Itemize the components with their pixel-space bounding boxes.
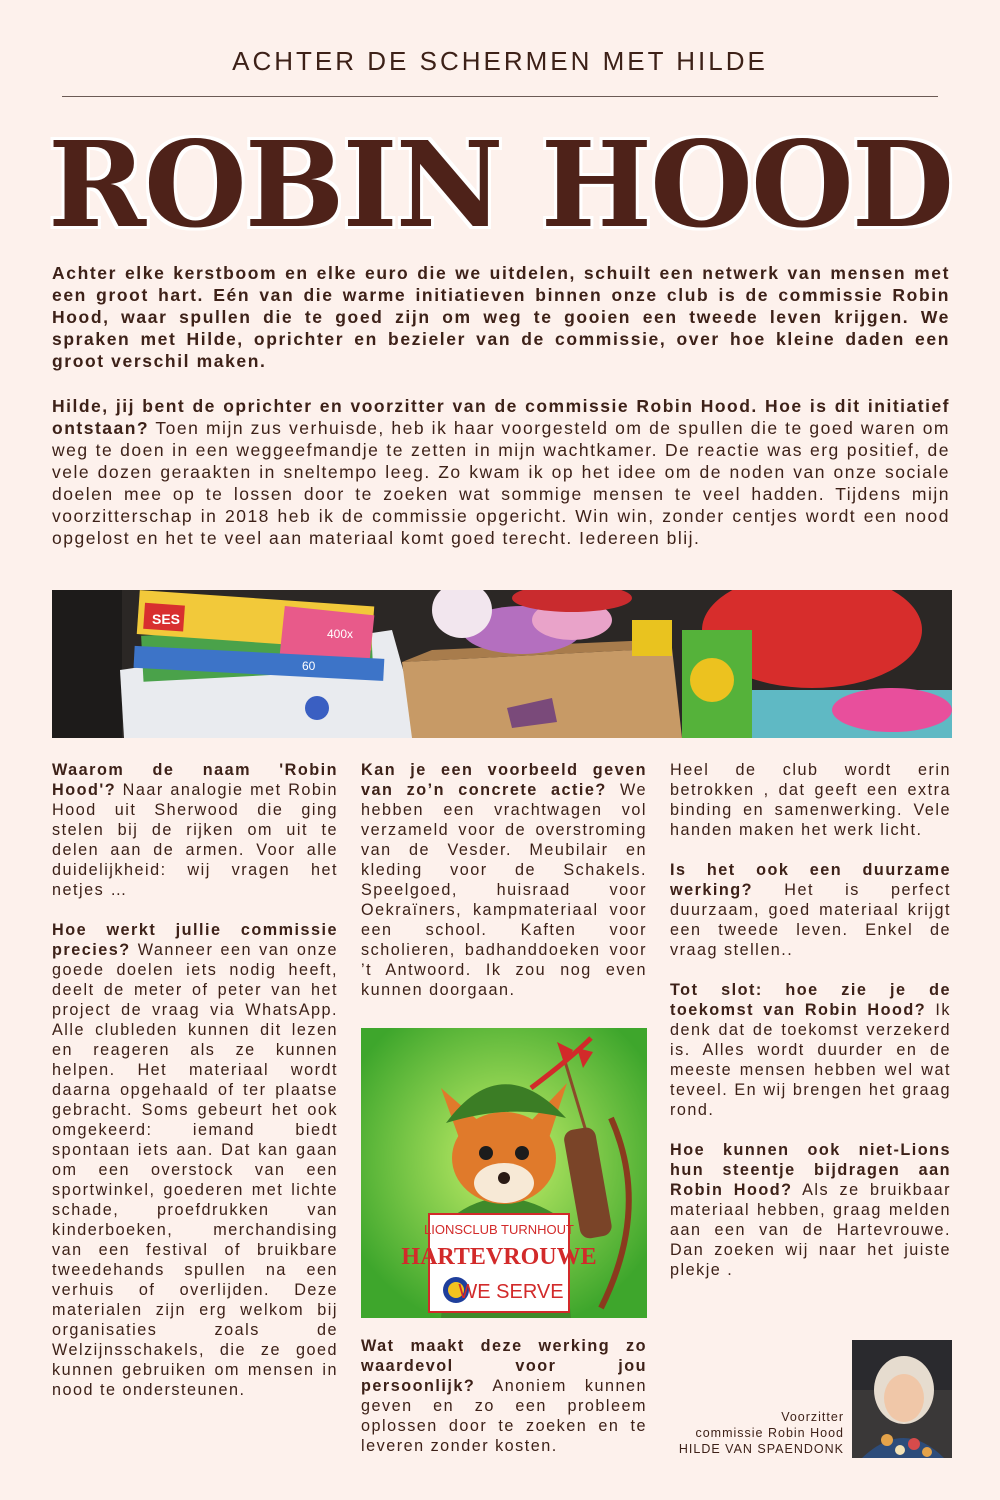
question: Waarom de naam 'Robin Hood'? <box>52 761 338 799</box>
kicker: ACHTER DE SCHERMEN MET HILDE <box>232 46 768 76</box>
box-label-game: SES <box>152 611 181 627</box>
intro-paragraph: Achter elke kerstboom en elke euro die we uitdelen, schuilt een netwerk van mensen met een groot hart. Eén van die warme initiatieven binnen onze club is de commissie Robin Hood, waar spullen die te goed zijn om weg te gooien een tweede leven krijgen. We spraken met Hilde, oprichter en bezieler van de commissie, over hoe kleine daden een groot verschil maken. <box>52 263 950 371</box>
qa-item <box>670 860 951 960</box>
person-illustration <box>852 1340 952 1458</box>
qa-item <box>361 760 647 1000</box>
qa-item <box>670 1140 951 1280</box>
qa-item <box>52 920 338 1400</box>
question: Wat maakt deze werking zo waardevol voor jou persoonlijk? <box>361 1337 647 1395</box>
answer: Heel de club wordt erin betrokken , dat geeft een extra binding en samenwerking. Vele handen maken het werk licht. <box>670 761 951 839</box>
poster-club-title: HARTEVROUWE <box>401 1244 597 1270</box>
question: Is het ook een duurzame werking? <box>670 861 951 899</box>
signature <box>640 1409 844 1457</box>
column-3 <box>670 760 951 1300</box>
answer: Toen mijn zus verhuisde, heb ik haar voorgesteld om de spullen die te goed waren om weg te doen in een weggeefmandje te zetten in mijn wachtkamer. De reactie was erg positief, de vele dozen geraakten in sneltempo leeg. Zo kwam ik op het idee om de noden van onze sociale doelen mee op te lossen door te zoeken wat sommige mensen te veel hadden. Tijdens mijn voorzitterschap in 2018 heb ik de commissie opgericht. Win win, zonder centjes wordt een nood opgelost en het te veel aan materiaal komt goed terecht. Iedereen blij. <box>52 418 950 548</box>
answer: Als ze bruikbaar materiaal hebben, graag melden aan een van de Hartevrouwe. Dan zoeken wij naar het juiste plekje . <box>670 1181 951 1279</box>
signature-committee: commissie Robin Hood <box>695 1426 844 1440</box>
column-1 <box>52 760 338 1420</box>
page-title: ROBIN HOOD <box>47 115 953 254</box>
answer: Wanneer een van onze goede doelen iets nodig heeft, deelt de meter of peter van het project de vraag via WhatsApp. Alle clubleden kunnen dit lezen en reageren als ze kunnen helpen. Het materiaal wordt daarna opgehaald of ter plaatse gebracht. Soms gebeurt het ook omgekeerd: iemand biedt spontaan iets aan. Dat kan gaan om een overstock van een sportwinkel, goederen met lichte schade, proefdrukken van kinderboeken, merchandising van een festival of bruikbare tweedehands spullen na een verhuis of overlijden. Deze materialen zijn erg welkom bij organisaties zoals de Welzijnsschakels, die ze goed kunnen gebruiken om mensen in nood te ondersteunen. <box>52 941 338 1399</box>
answer: Het is perfect duurzaam, goed materiaal krijgt een tweede leven. Enkel de vraag stellen.. <box>670 881 951 959</box>
answer: Anoniem kunnen geven en zo een probleem oplossen door te zoeken en te leveren zonder kosten. <box>361 1377 647 1455</box>
answer: We hebben een vrachtwagen vol verzameld voor de overstroming van de Vesder. Meubilair en kleding voor de Schakels. Speelgoed, huisraad voor Oekraïners, kampmateriaal voor een school. Kaften voor scholieren, badhanddoeken voor ’t Antwoord. Ik zou nog even kunnen doorgaan. <box>361 781 647 999</box>
robin-hood-poster <box>361 1028 647 1318</box>
signature-role: Voorzitter <box>781 1410 844 1424</box>
question: Hoe kunnen ook niet-Lions hun steentje bijdragen aan Robin Hood? <box>670 1141 951 1199</box>
question: Kan je een voorbeeld geven van zo’n concrete actie? <box>361 761 647 799</box>
donations-photo <box>52 590 952 738</box>
answer: Naar analogie met Robin Hood uit Sherwood die ging stelen bij de rijken om uit te delen aan de armen. Voor alle duidelijkheid: wij vragen het netjes … <box>52 781 338 899</box>
qa-item <box>361 1336 647 1456</box>
boxes-illustration <box>52 590 952 738</box>
column-2 <box>361 760 647 1020</box>
poster-club-name: LIONSCLUB TURNHOUT <box>423 1222 575 1237</box>
qa-item <box>52 760 338 900</box>
question: Hilde, jij bent de oprichter en voorzitter van de commissie Robin Hood. Hoe is dit initiatief ontstaan? <box>52 396 950 438</box>
poster-motto: WE SERVE <box>458 1281 564 1303</box>
answer: Ik denk dat de toekomst verzekerd is. Alles wordt duurder en de meeste mensen hebben wel wat teveel. En wij brengen het graag rond. <box>670 1001 952 1119</box>
question: Hoe werkt jullie commissie precies? <box>52 921 338 959</box>
box-label-count: 400x <box>327 627 354 641</box>
qa-item <box>670 760 951 840</box>
portrait-photo <box>852 1340 952 1458</box>
question: Tot slot: hoe zie je de toekomst van Robin Hood? <box>670 981 951 1019</box>
fox-illustration <box>361 1028 647 1318</box>
box-label-rings: 60 <box>302 659 316 673</box>
signature-name: HILDE VAN SPAENDONK <box>678 1442 844 1456</box>
qa-item <box>670 980 951 1120</box>
divider <box>62 96 938 97</box>
qa-origin <box>52 395 950 549</box>
